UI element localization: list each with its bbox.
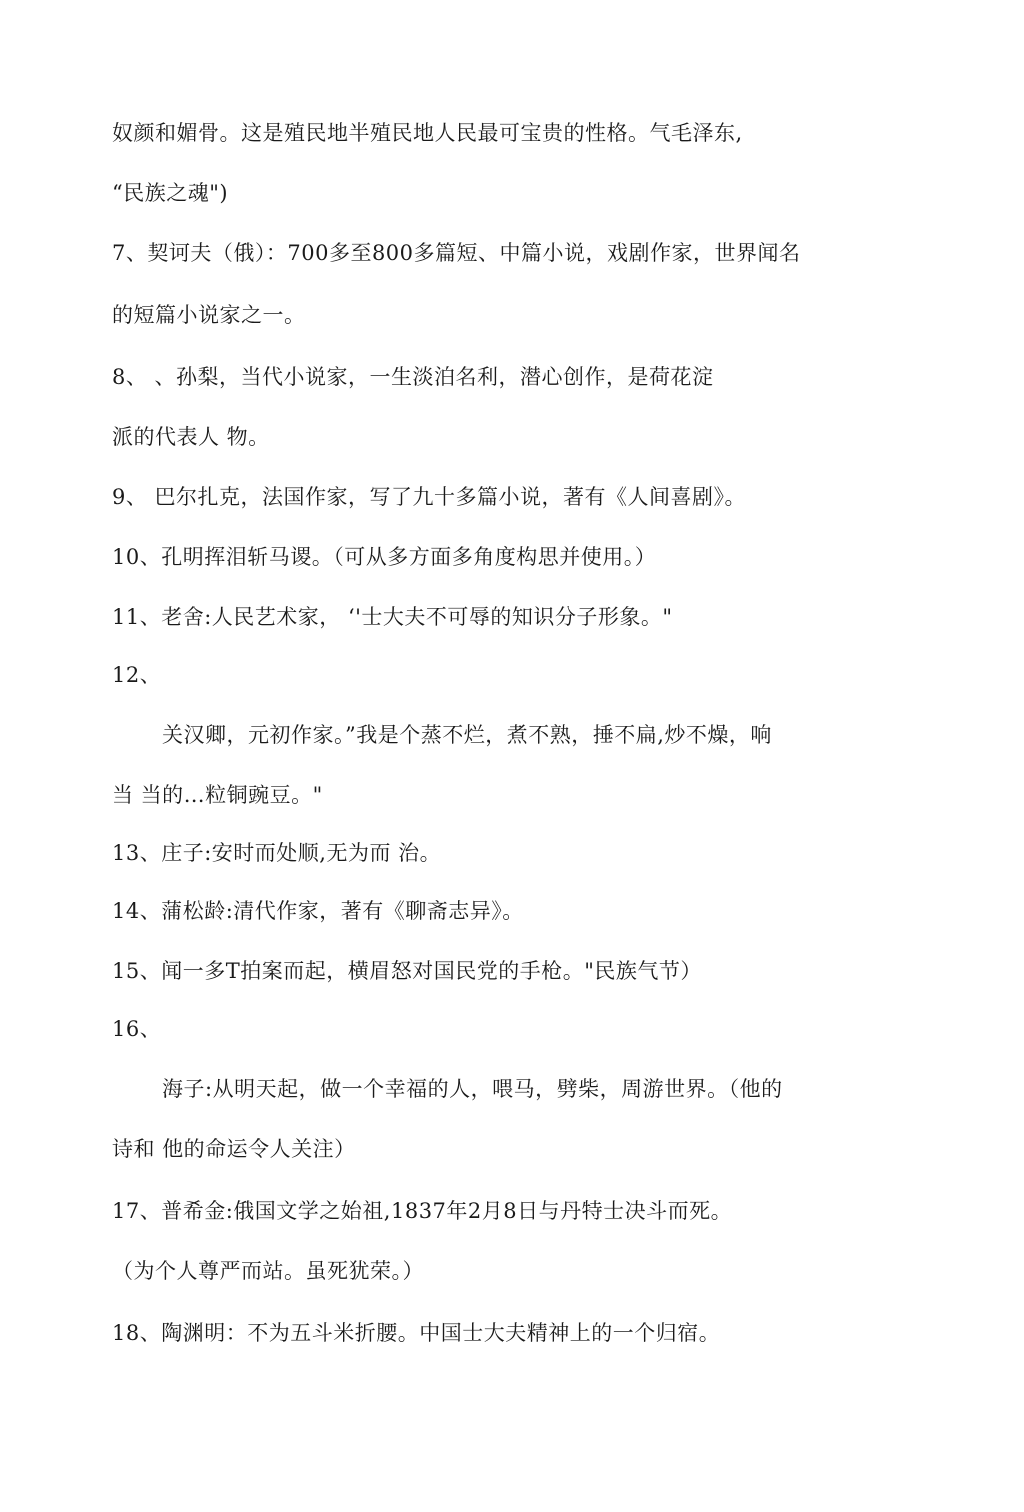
text-line: “民族之魂") <box>112 181 229 205</box>
text-line: 11、老舍:人民艺术家， ‘'士大夫不可辱的知识分子形象。" <box>112 605 673 629</box>
text-line: 14、蒲松龄:清代作家，著有《聊斋志异》。 <box>112 899 524 923</box>
text-line: 13、庄子:安时而处顺,无为而 治。 <box>112 841 442 865</box>
text-line: 海子:从明天起，做一个幸福的人，喂马，劈柴，周游世界。（他的 <box>162 1077 783 1101</box>
text-line: 的短篇小说家之一。 <box>112 303 306 327</box>
text-line: 8、 、孙梨，当代小说家，一生淡泊名利，潜心创作，是荷花淀 <box>112 365 714 389</box>
text-line: 7、契诃夫（俄）：700多至800多篇短、中篇小说，戏剧作家，世界闻名 <box>112 241 801 265</box>
text-line: 18、陶渊明：不为五斗米折腰。中国士大夫精神上的一个归宿。 <box>112 1321 721 1345</box>
text-line: 奴颜和媚骨。这是殖民地半殖民地人民最可宝贵的性格。气毛泽东, <box>112 121 743 145</box>
text-line: 10、孔明挥泪斩马谡。（可从多方面多角度构思并使用。） <box>112 545 657 569</box>
text-line: 12、 <box>112 663 162 687</box>
text-line: 16、 <box>112 1017 162 1041</box>
text-line: 17、普希金:俄国文学之始祖,1837年2月8日与丹特士决斗而死。 <box>112 1199 733 1223</box>
text-line: 当 当的…粒铜豌豆。" <box>112 783 323 807</box>
text-line: 关汉卿，元初作家。”我是个蒸不烂，煮不熟，捶不扁,炒不燥，响 <box>162 723 772 747</box>
text-line: 派的代表人 物。 <box>112 425 270 449</box>
text-line: 诗和 他的命运令人关注） <box>112 1137 356 1161</box>
text-line: （为个人尊严而站。虽死犹荣。） <box>112 1259 424 1283</box>
text-line: 15、闻一多T拍案而起，横眉怒对国民党的手枪。"民族气节） <box>112 959 702 983</box>
text-line: 9、 巴尔扎克，法国作家，写了九十多篇小说，著有《人间喜剧》。 <box>112 485 747 509</box>
